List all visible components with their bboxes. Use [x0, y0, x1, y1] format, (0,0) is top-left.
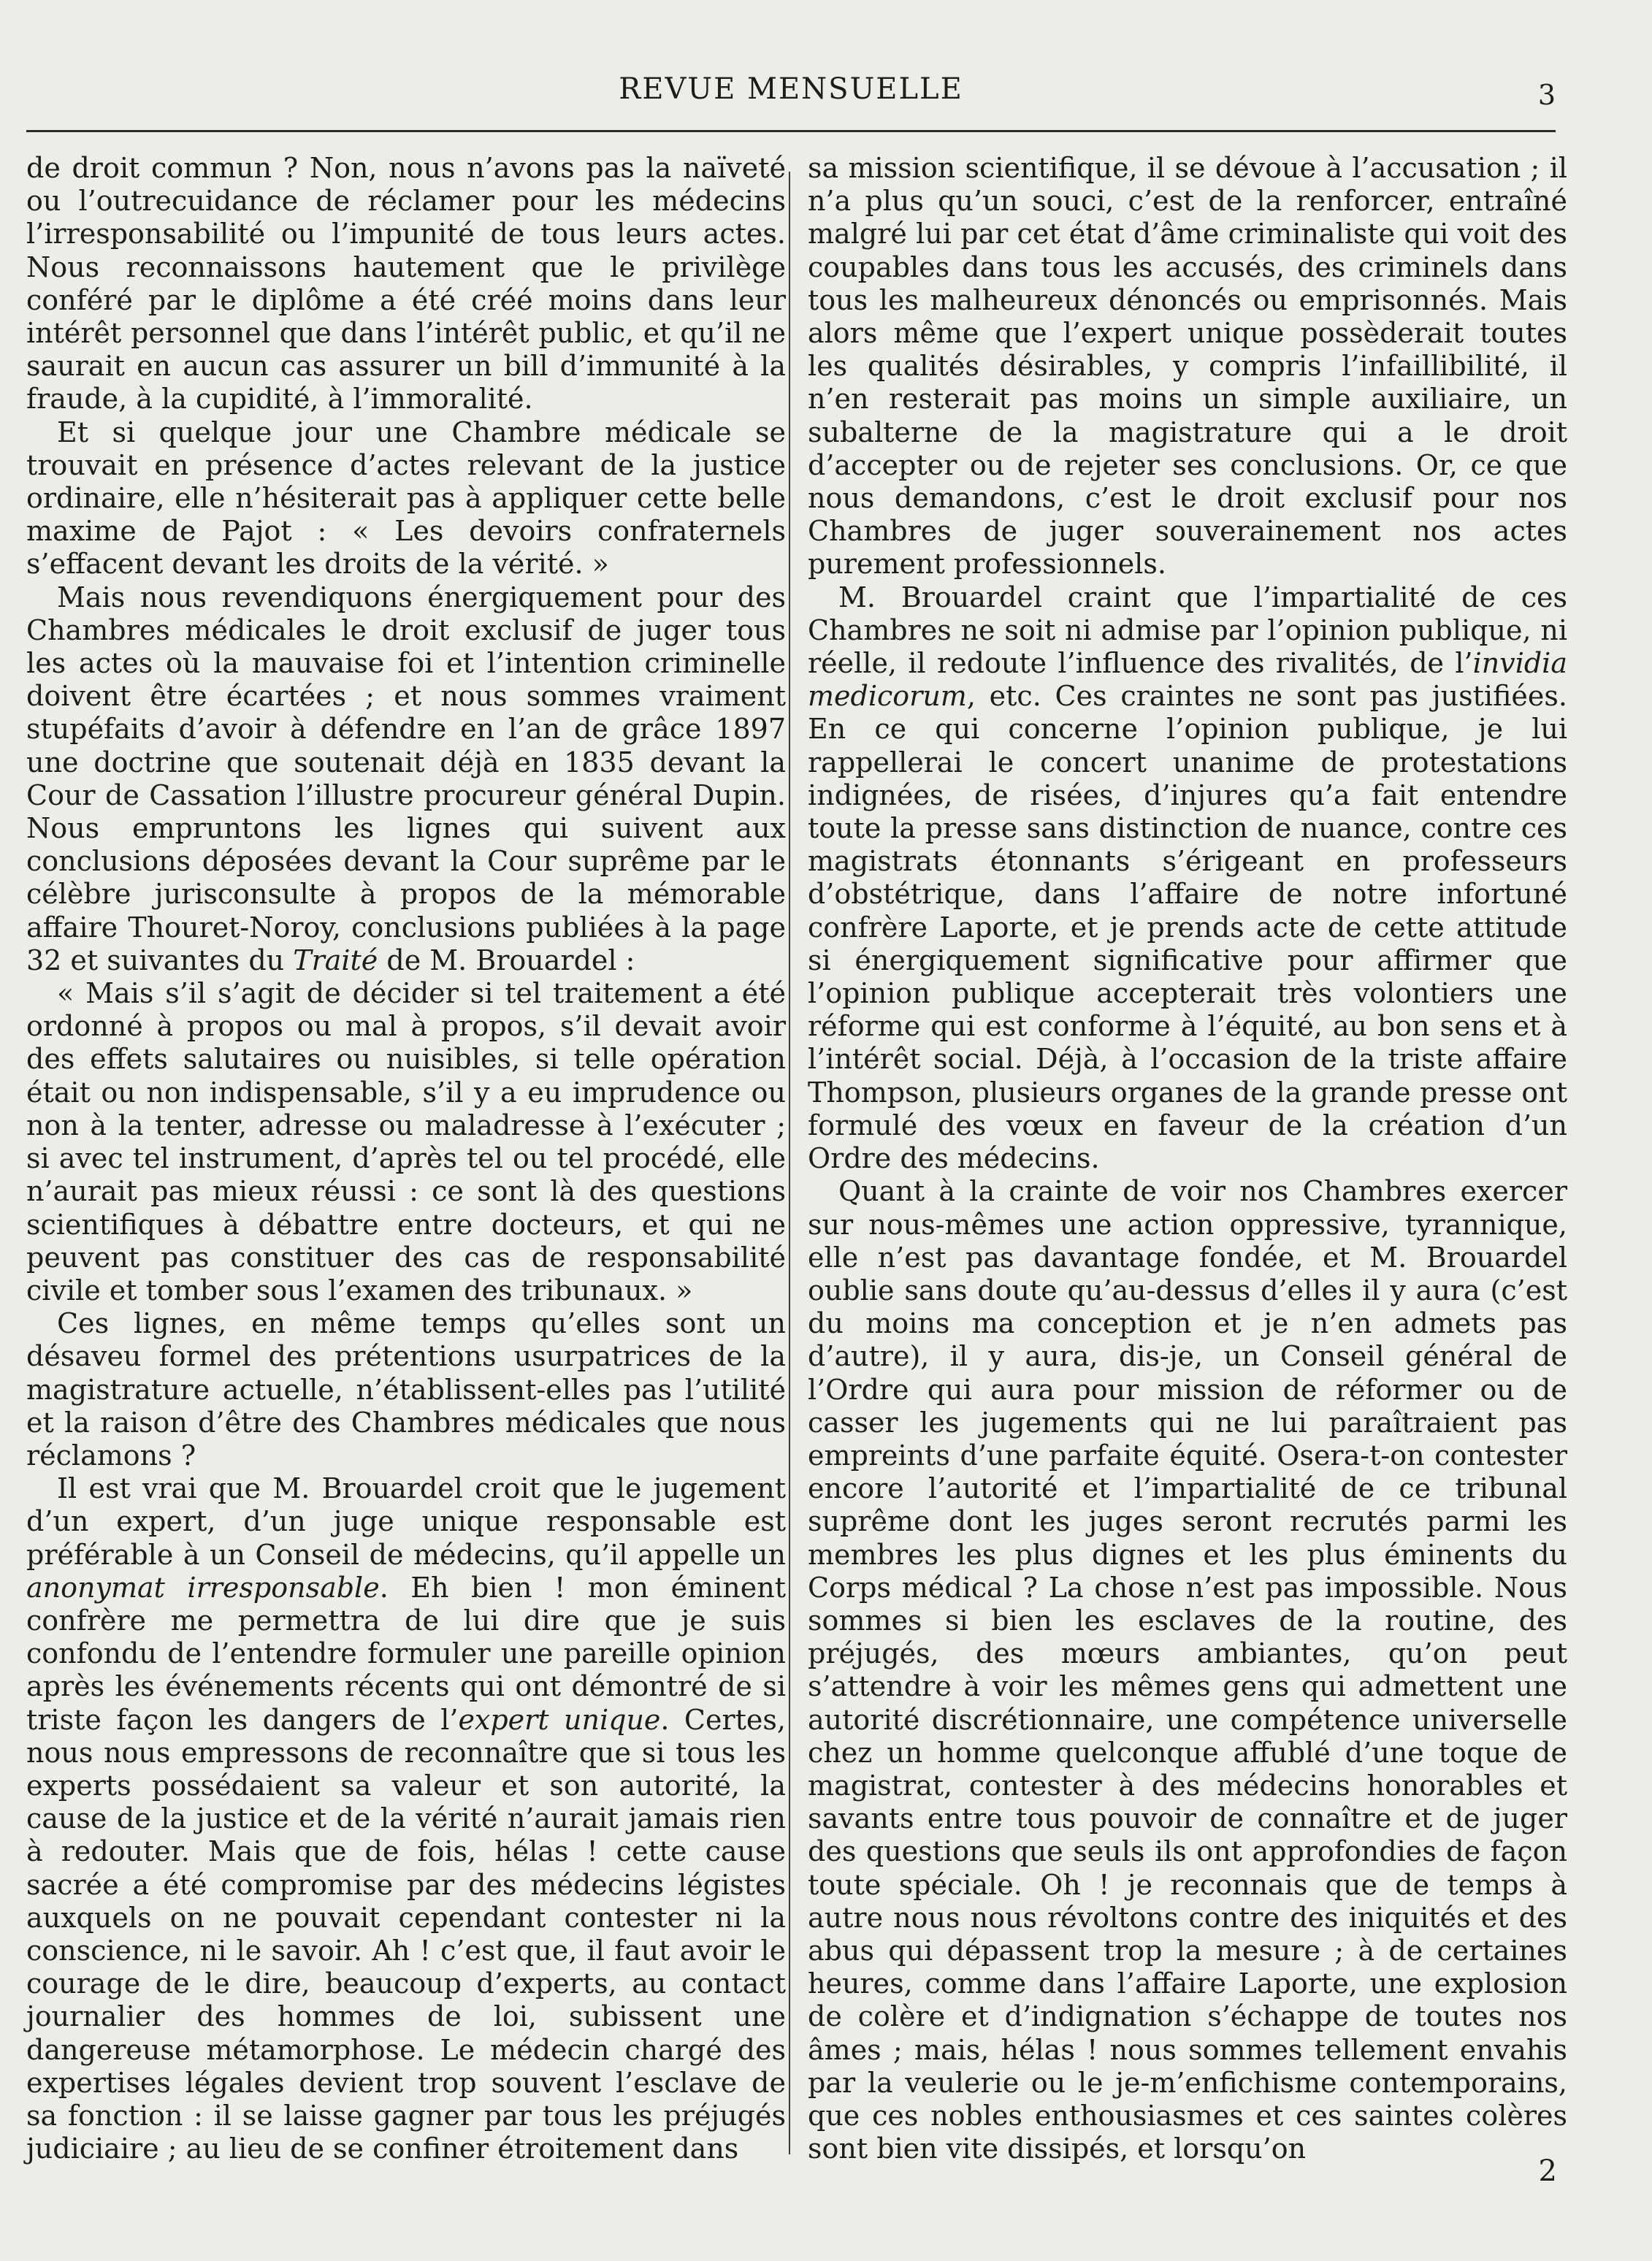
header-rule — [26, 130, 1556, 132]
quotation-paragraph: « Mais s’il s’agit de décider si tel traitement a été ordonné à propos ou mal à propos, s’il devait avoir des effets salutaires ou nuisibles, si telle opération était ou non indispensable, s’il y a eu imprudence ou non à la tenter, adresse ou maladresse à l’exécuter ; si avec tel instrument, d’après tel ou tel procédé, elle n’aurait pas mieux réussi : ce sont là des questions scientifiques à débattre entre docteurs, et qui ne peuvent pas constituer des cas de responsabilité civile et tomber sous l’examen des tribunaux. » — [26, 977, 786, 1307]
paragraph: M. Brouardel craint que l’impartialité de ces Chambres ne soit ni admise par l’opinion publique, ni réelle, il redoute l’influence des rivalités, de l’invidia medicorum, etc. Ces craintes ne sont pas justifiées. En ce qui concerne l’opinion publique, je lui rappellerai le concert unanime de protestations indignées, de risées, d’injures qu’a fait entendre toute la presse sans distinction de nuance, contre ces magistrats étonnants s’érigeant en professeurs d’obstétrique, dans l’affaire de notre infortuné confrère Laporte, et je prends acte de cette attitude si énergiquement significative pour affirmer que l’opinion publique accepterait très volontiers une réforme qui est conforme à l’équité, au bon sens et à l’intérêt social. Déjà, à l’occasion de la triste affaire Thompson, plusieurs organes de la grande presse ont formulé des vœux en faveur de la création d’un Ordre des médecins. — [808, 581, 1567, 1175]
emphasis: invidia medicorum — [808, 647, 1567, 713]
emphasis: Traité — [293, 944, 378, 976]
paragraph: Mais nous revendiquons énergiquement pour des Chambres médicales le droit exclusif de juger tous les actes où la mauvaise foi et l’intention criminelle doivent être écartées ; et nous sommes vraiment stupéfaits d’avoir à défendre en l’an de grâce 1897 une doctrine que soutenait déjà en 1835 devant la Cour de Cassation l’illustre procureur général Dupin. Nous empruntons les lignes qui suivent aux conclusions déposées devant la Cour suprême par le célèbre jurisconsulte à propos de la mémorable affaire Thouret-Noroy, conclusions publiées à la page 32 et suivantes du Traité de M. Brouardel : — [26, 581, 786, 976]
emphasis: anonymat irresponsable — [26, 1571, 380, 1604]
journal-title: REVUE MENSUELLE — [619, 72, 963, 106]
paragraph: Quant à la crainte de voir nos Chambres exercer sur nous-mêmes une action oppressive, tyrannique, elle n’est pas davantage fondée, et M. Brouardel oublie sans doute qu’au-dessus d’elles il y aura (c’est du moins ma conception et je n’en admets pas d’autre), il y aura, dis-je, un Conseil général de l’Ordre qui aura pour mission de réformer ou de casser les jugements qui ne lui paraîtraient pas empreints d’une parfaite équité. Osera-t-on contester encore l’autorité et l’impartialité de ce tribunal suprême dont les juges seront recrutés parmi les membres les plus dignes et les plus éminents du Corps médical ? La chose n’est pas impossible. Nous sommes si bien les esclaves de la routine, des préjugés, des mœurs ambiantes, qu’on peut s’attendre à voir les mêmes gens qui admettent une autorité discrétionnaire, une compétence universelle chez un homme quelconque affublé d’une toque de magistrat, contester à des médecins honorables et savants entre tous pouvoir de connaître et de juger des questions que seuls ils ont approfondies de façon toute spéciale. Oh ! je reconnais que de temps à autre nous nous révoltons contre des iniquités et des abus qui dépassent trop la mesure ; à de certaines heures, comme dans l’affaire Laporte, une explosion de colère et d’indignation s’échappe de toutes nos âmes ; mais, hélas ! nous sommes tellement envahis par la veulerie ou le je-m’enfichisme contemporains, que ces nobles enthousiasmes et ces saintes colères sont bien vite dissipés, et lorsqu’on — [808, 1175, 1567, 2165]
paragraph: Ces lignes, en même temps qu’elles sont un désaveu formel des prétentions usurpatrices de la magistrature actuelle, n’établissent-elles pas l’utilité et la raison d’être des Chambres médicales que nous réclamons ? — [26, 1307, 786, 1472]
emphasis: expert unique — [458, 1703, 661, 1736]
signature-mark: 2 — [1538, 2154, 1557, 2188]
running-head — [26, 67, 1556, 111]
page-number: 3 — [1537, 79, 1556, 111]
left-column — [26, 152, 786, 2165]
paragraph: de droit commun ? Non, nous n’avons pas la naïveté ou l’outrecuidance de réclamer pour les médecins l’irresponsabilité ou l’impunité de tous leurs actes. Nous reconnaissons hautement que le privilège conféré par le diplôme a été créé moins dans leur intérêt personnel que dans l’intérêt public, et qu’il ne saurait en aucun cas assurer un bill d’immunité à la fraude, à la cupidité, à l’immoralité. — [26, 152, 786, 416]
right-column — [808, 152, 1567, 2165]
paragraph: Il est vrai que M. Brouardel croit que le jugement d’un expert, d’un juge unique responsable est préférable à un Conseil de médecins, qu’il appelle un anonymat irresponsable. Eh bien ! mon éminent confrère me permettra de lui dire que je suis confondu de l’entendre formuler une pareille opinion après les événements récents qui ont démontré de si triste façon les dangers de l’expert unique. Certes, nous nous empressons de reconnaître que si tous les experts possédaient sa valeur et son autorité, la cause de la justice et de la vérité n’aurait jamais rien à redouter. Mais que de fois, hélas ! cette cause sacrée a été compromise par des médecins légistes auxquels on ne pouvait cependant contester ni la conscience, ni le savoir. Ah ! c’est que, il faut avoir le courage de le dire, beaucoup d’experts, au contact journalier des hommes de loi, subissent une dangereuse métamorphose. Le médecin chargé des expertises légales devient trop souvent l’esclave de sa fonction : il se laisse gagner par tous les préjugés judiciaire ; au lieu de se confiner étroitement dans — [26, 1472, 786, 2165]
paragraph: Et si quelque jour une Chambre médicale se trouvait en présence d’actes relevant de la justice ordinaire, elle n’hésiterait pas à appliquer cette belle maxime de Pajot : « Les devoirs confraternels s’effacent devant les droits de la vérité. » — [26, 416, 786, 581]
paragraph: sa mission scientifique, il se dévoue à l’accusation ; il n’a plus qu’un souci, c’est de la renforcer, entraîné malgré lui par cet état d’âme criminaliste qui voit des coupables dans tous les accusés, des criminels dans tous les malheureux dénoncés ou emprisonnés. Mais alors même que l’expert unique possèderait toutes les qualités désirables, y compris l’infaillibilité, il n’en resterait pas moins un simple auxiliaire, un subalterne de la magistrature qui a le droit d’accepter ou de rejeter ses conclusions. Or, ce que nous demandons, c’est le droit exclusif pour nos Chambres de juger souverainement nos actes purement professionnels. — [808, 152, 1567, 581]
column-divider — [789, 172, 790, 2154]
